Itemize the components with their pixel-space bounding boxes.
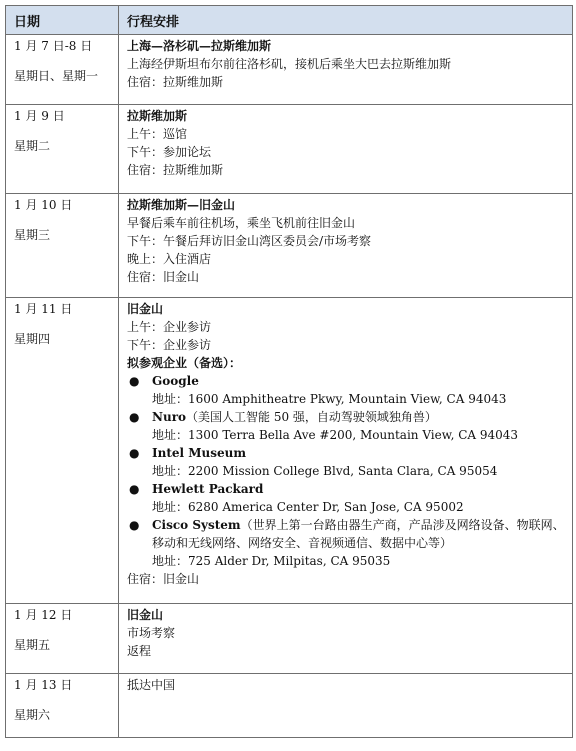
date-cell xyxy=(6,674,119,738)
weekday-text: 星期五 xyxy=(14,638,51,652)
plan-line: 晚上：入住酒店 xyxy=(127,252,212,266)
company-list xyxy=(127,372,572,570)
company-list-label: 拟参观企业（备选）： xyxy=(127,356,242,370)
itinerary-table xyxy=(5,5,573,738)
weekday-text: 星期二 xyxy=(14,139,51,153)
date-text: 1 月 9 日 xyxy=(14,109,65,123)
plan-cell xyxy=(119,35,573,105)
company-address: 地址：6280 America Center Dr, San Jose, CA 95002 xyxy=(152,500,464,514)
date-cell xyxy=(6,35,119,105)
weekday-text: 星期六 xyxy=(14,708,51,722)
route-title: 旧金山 xyxy=(127,302,164,316)
company-name: Intel Museum xyxy=(152,446,247,460)
list-item xyxy=(127,516,572,570)
bullet-icon: ● xyxy=(129,446,140,460)
date-text: 1 月 7 日-8 日 xyxy=(14,39,93,53)
bullet-icon: ● xyxy=(129,518,140,532)
date-text: 1 月 12 日 xyxy=(14,608,73,622)
plan-line: 抵达中国 xyxy=(127,678,176,692)
bullet-icon: ● xyxy=(129,374,140,388)
company-name: Cisco System xyxy=(152,518,241,532)
route-title: 上海—洛杉矶—拉斯维加斯 xyxy=(127,39,272,53)
plan-cell xyxy=(119,105,573,194)
plan-cell xyxy=(119,604,573,674)
plan-line: 下午：企业参访 xyxy=(127,338,212,352)
list-item xyxy=(127,408,572,444)
plan-line: 早餐后乘车前往机场，乘坐飞机前往旧金山 xyxy=(127,216,356,230)
plan-line: 住宿：旧金山 xyxy=(127,270,200,284)
plan-line: 市场考察 xyxy=(127,626,176,640)
table-row xyxy=(6,105,573,194)
weekday-text: 星期四 xyxy=(14,332,51,346)
route-title: 拉斯维加斯 xyxy=(127,109,188,123)
header-plan: 行程安排 xyxy=(119,6,573,35)
company-address: 地址：1300 Terra Bella Ave #200, Mountain View, CA 94043 xyxy=(152,428,519,442)
table-row xyxy=(6,35,573,105)
list-item xyxy=(127,372,572,408)
plan-cell xyxy=(119,298,573,604)
date-text: 1 月 11 日 xyxy=(14,302,73,316)
bullet-icon: ● xyxy=(129,482,140,496)
route-title: 旧金山 xyxy=(127,608,164,622)
weekday-text: 星期日、星期一 xyxy=(14,69,99,83)
company-address: 地址：2200 Mission College Blvd, Santa Clara, CA 95054 xyxy=(152,464,498,478)
table-row xyxy=(6,194,573,298)
route-title: 拉斯维加斯—旧金山 xyxy=(127,198,236,212)
plan-line: 上午：巡馆 xyxy=(127,127,188,141)
date-text: 1 月 13 日 xyxy=(14,678,73,692)
table-row xyxy=(6,674,573,738)
date-cell xyxy=(6,194,119,298)
date-cell xyxy=(6,105,119,194)
company-address: 地址：725 Alder Dr, Milpitas, CA 95035 xyxy=(152,554,391,568)
company-note: （美国人工智能 50 强，自动驾驶领域独角兽） xyxy=(186,410,437,424)
header-row xyxy=(6,6,573,35)
plan-line: 住宿：旧金山 xyxy=(127,572,200,586)
plan-line: 返程 xyxy=(127,644,152,658)
company-name: Nuro xyxy=(152,410,187,424)
plan-line: 下午：午餐后拜访旧金山湾区委员会/市场考察 xyxy=(127,234,372,248)
weekday-text: 星期三 xyxy=(14,228,51,242)
company-address: 地址：1600 Amphitheatre Pkwy, Mountain View, CA 94043 xyxy=(152,392,507,406)
plan-line: 上海经伊斯坦布尔前往洛杉矶，接机后乘坐大巴去拉斯维加斯 xyxy=(127,57,452,71)
bullet-icon: ● xyxy=(129,410,140,424)
plan-line: 上午：企业参访 xyxy=(127,320,212,334)
table-row xyxy=(6,604,573,674)
plan-line: 下午：参加论坛 xyxy=(127,145,212,159)
header-date: 日期 xyxy=(6,6,119,35)
date-cell xyxy=(6,604,119,674)
company-name: Hewlett Packard xyxy=(152,482,264,496)
plan-line: 住宿：拉斯维加斯 xyxy=(127,75,224,89)
plan-cell xyxy=(119,194,573,298)
date-cell xyxy=(6,298,119,604)
list-item xyxy=(127,480,572,516)
date-text: 1 月 10 日 xyxy=(14,198,73,212)
plan-cell xyxy=(119,674,573,738)
list-item xyxy=(127,444,572,480)
company-name: Google xyxy=(152,374,199,388)
table-row xyxy=(6,298,573,604)
plan-line: 住宿：拉斯维加斯 xyxy=(127,163,224,177)
company-note: （世界上第一台路由器生产商，产品涉及网络设备、物联网、移动和无线网络、网络安全、音视频通信、数据中心等） xyxy=(152,518,565,550)
